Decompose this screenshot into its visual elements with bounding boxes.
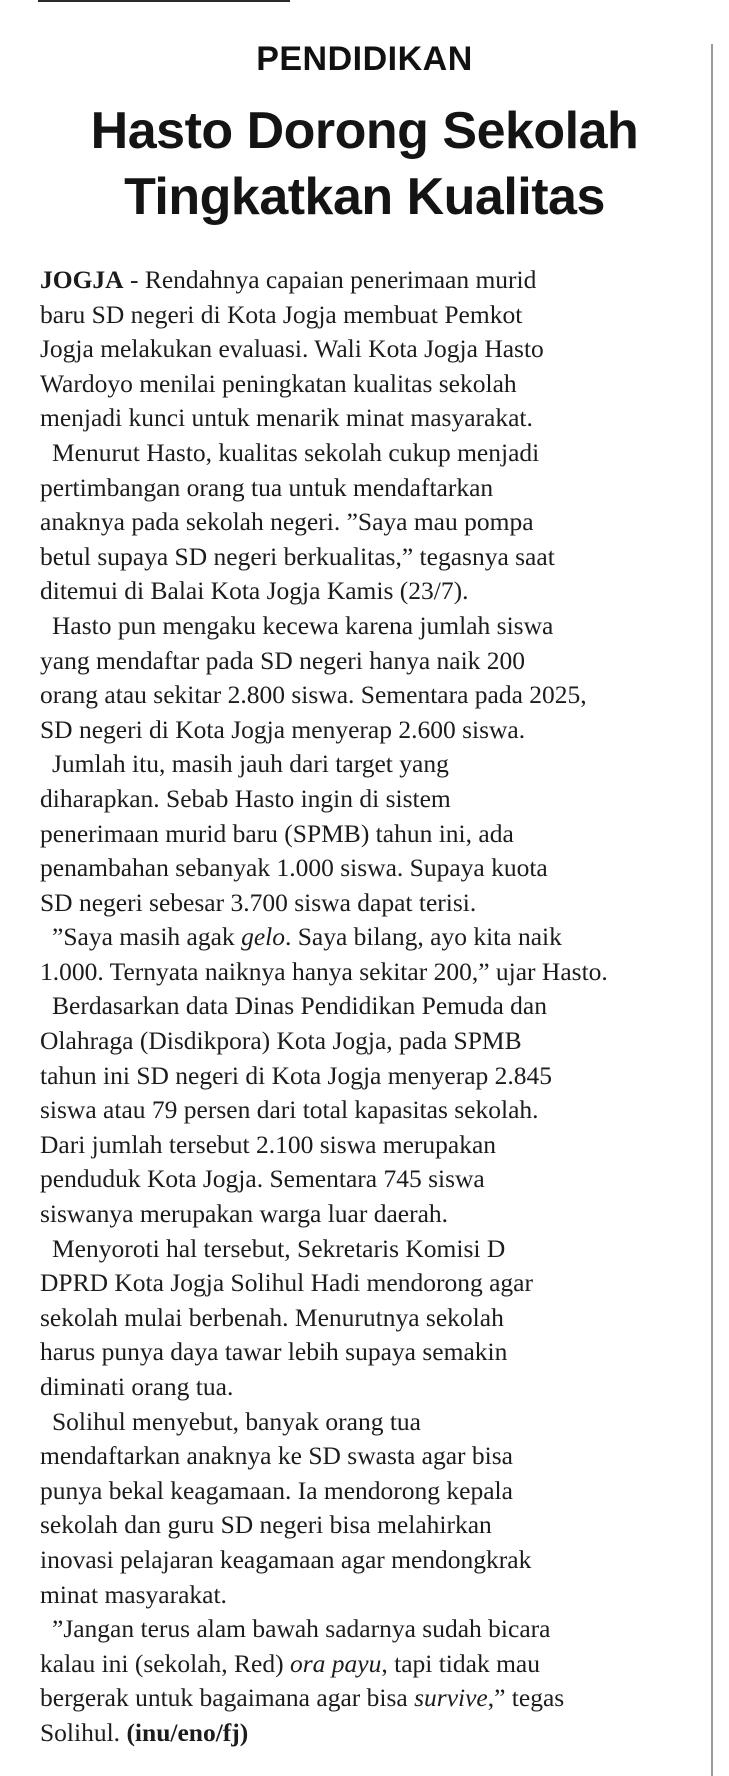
line-text: kalau ini (sekolah, Red) [40, 1648, 290, 1678]
line-text: punya bekal keagamaan. Ia mendorong kepala [40, 1475, 513, 1505]
line-text: harus punya daya tawar lebih supaya semakin [40, 1337, 508, 1367]
article-line [40, 989, 704, 1024]
line-text: betul supaya SD negeri berkualitas,” tegasnya saat [40, 541, 555, 571]
article-line [40, 817, 704, 852]
line-text: sekolah mulai berbenah. Menurutnya sekolah [40, 1302, 504, 1332]
article-line [40, 1716, 704, 1751]
article-line [40, 1335, 704, 1370]
article-body [40, 263, 704, 1751]
article-line [40, 471, 704, 506]
line-text: Jumlah itu, masih jauh dari target yang [52, 749, 449, 779]
article-line [40, 540, 704, 575]
byline: (inu/eno/fj) [126, 1717, 249, 1747]
line-text: baru SD negeri di Kota Jogja membuat Pemkot [40, 299, 523, 329]
article-line [40, 1370, 704, 1405]
line-text: orang atau sekitar 2.800 siswa. Sementara pada 2025, [40, 680, 587, 710]
line-text: Berdasarkan data Dinas Pendidikan Pemuda dan [52, 991, 547, 1021]
line-text: menjadi kunci untuk menarik minat masyarakat. [40, 403, 533, 433]
article-line [40, 1128, 704, 1163]
line-text: DPRD Kota Jogja Solihul Hadi mendorong agar [40, 1268, 533, 1298]
line-text: yang mendaftar pada SD negeri hanya naik 200 [40, 645, 526, 675]
article-line [40, 332, 704, 367]
line-text: Hasto pun mengaku kecewa karena jumlah siswa [52, 610, 554, 640]
line-text: penerimaan murid baru (SPMB) tahun ini, ada [40, 818, 514, 848]
line-text: sekolah dan guru SD negeri bisa melahirkan [40, 1510, 492, 1540]
line-text: bergerak untuk bagaimana agar bisa [40, 1683, 415, 1713]
article-line [40, 1232, 704, 1267]
article-line [40, 851, 704, 886]
line-text-after: . Saya bilang, ayo kita naik [284, 922, 562, 952]
line-text: penambahan sebanyak 1.000 siswa. Supaya kuota [40, 853, 548, 883]
article-line [40, 505, 704, 540]
line-text-after: , tapi tidak mau [381, 1648, 540, 1678]
line-text: mendaftarkan anaknya ke SD swasta agar bisa [40, 1441, 513, 1471]
article-line [40, 955, 704, 990]
top-rule [38, 0, 290, 2]
line-text: Solihul menyebut, banyak orang tua [52, 1406, 421, 1436]
article-line [40, 1681, 704, 1716]
article-line [40, 1508, 704, 1543]
line-text: Olahraga (Disdikpora) Kota Jogja, pada SPMB [40, 1026, 522, 1056]
line-text: Wardoyo menilai peningkatan kualitas sekolah [40, 368, 517, 398]
article-line [40, 1093, 704, 1128]
line-text: 1.000. Ternyata naiknya hanya sekitar 200,” ujar Hasto. [40, 956, 608, 986]
column-rule [711, 44, 713, 1776]
line-text: anaknya pada sekolah negeri. ”Saya mau pompa [40, 507, 534, 537]
line-text: SD negeri di Kota Jogja menyerap 2.600 siswa. [40, 714, 526, 744]
line-text: Jogja melakukan evaluasi. Wali Kota Jogja Hasto [40, 334, 544, 364]
article-line [40, 644, 704, 679]
italic-term: gelo [241, 922, 285, 952]
headline [20, 98, 709, 230]
article-line [40, 609, 704, 644]
line-text: Menyoroti hal tersebut, Sekretaris Komisi D [52, 1233, 506, 1263]
article-line [40, 1543, 704, 1578]
line-text: pertimbangan orang tua untuk mendaftarkan [40, 472, 494, 502]
line-text: ditemui di Balai Kota Jogja Kamis (23/7). [40, 576, 469, 606]
article-line [40, 401, 704, 436]
article-line [40, 1266, 704, 1301]
line-text: inovasi pelajaran keagamaan agar mendongkrak [40, 1544, 532, 1574]
article-line [40, 1612, 704, 1647]
article-line [40, 1301, 704, 1336]
line-text: SD negeri sebesar 3.700 siswa dapat terisi. [40, 887, 477, 917]
section-label: PENDIDIKAN [256, 40, 473, 78]
article-line [40, 574, 704, 609]
article-line [40, 1405, 704, 1440]
article-line [40, 1474, 704, 1509]
article-line [40, 1197, 704, 1232]
article-line [40, 1439, 704, 1474]
article-line [40, 713, 704, 748]
article-line [40, 782, 704, 817]
article-line [40, 1024, 704, 1059]
article-line [40, 436, 704, 471]
line-text: Solihul. [40, 1717, 127, 1747]
line-text: siswa atau 79 persen dari total kapasitas sekolah. [40, 1095, 539, 1125]
article-line [40, 886, 704, 921]
italic-term: survive [414, 1683, 488, 1713]
article-line [40, 1059, 704, 1094]
line-text: siswanya merupakan warga luar daerah. [40, 1199, 449, 1229]
line-text: minat masyarakat. [40, 1579, 227, 1609]
line-text: diminati orang tua. [40, 1372, 234, 1401]
italic-term: ora payu [289, 1648, 382, 1678]
line-text: penduduk Kota Jogja. Sementara 745 siswa [40, 1164, 485, 1194]
article-line [40, 367, 704, 402]
line-text: Dari jumlah tersebut 2.100 siswa merupakan [40, 1129, 497, 1159]
article-line [40, 1647, 704, 1682]
article-line [40, 298, 704, 333]
article-line [40, 920, 704, 955]
article-line [40, 1162, 704, 1197]
article-line [40, 1578, 704, 1613]
headline-line-1: Hasto Dorong Sekolah [90, 102, 639, 160]
dateline: JOGJA [40, 265, 124, 294]
headline-line-2: Tingkatkan Kualitas [124, 168, 605, 226]
line-text-after: ,” tegas [487, 1683, 565, 1713]
line-text: - Rendahnya capaian penerimaan murid [123, 265, 537, 294]
line-text: Menurut Hasto, kualitas sekolah cukup menjadi [52, 437, 540, 467]
line-text: diharapkan. Sebab Hasto ingin di sistem [40, 783, 451, 813]
line-text: tahun ini SD negeri di Kota Jogja menyerap 2.845 [40, 1060, 553, 1090]
article-line [40, 263, 704, 298]
line-text: ”Saya masih agak [52, 922, 242, 952]
article-line [40, 747, 704, 782]
article-line [40, 678, 704, 713]
line-text: ”Jangan terus alam bawah sadarnya sudah bicara [52, 1614, 551, 1644]
